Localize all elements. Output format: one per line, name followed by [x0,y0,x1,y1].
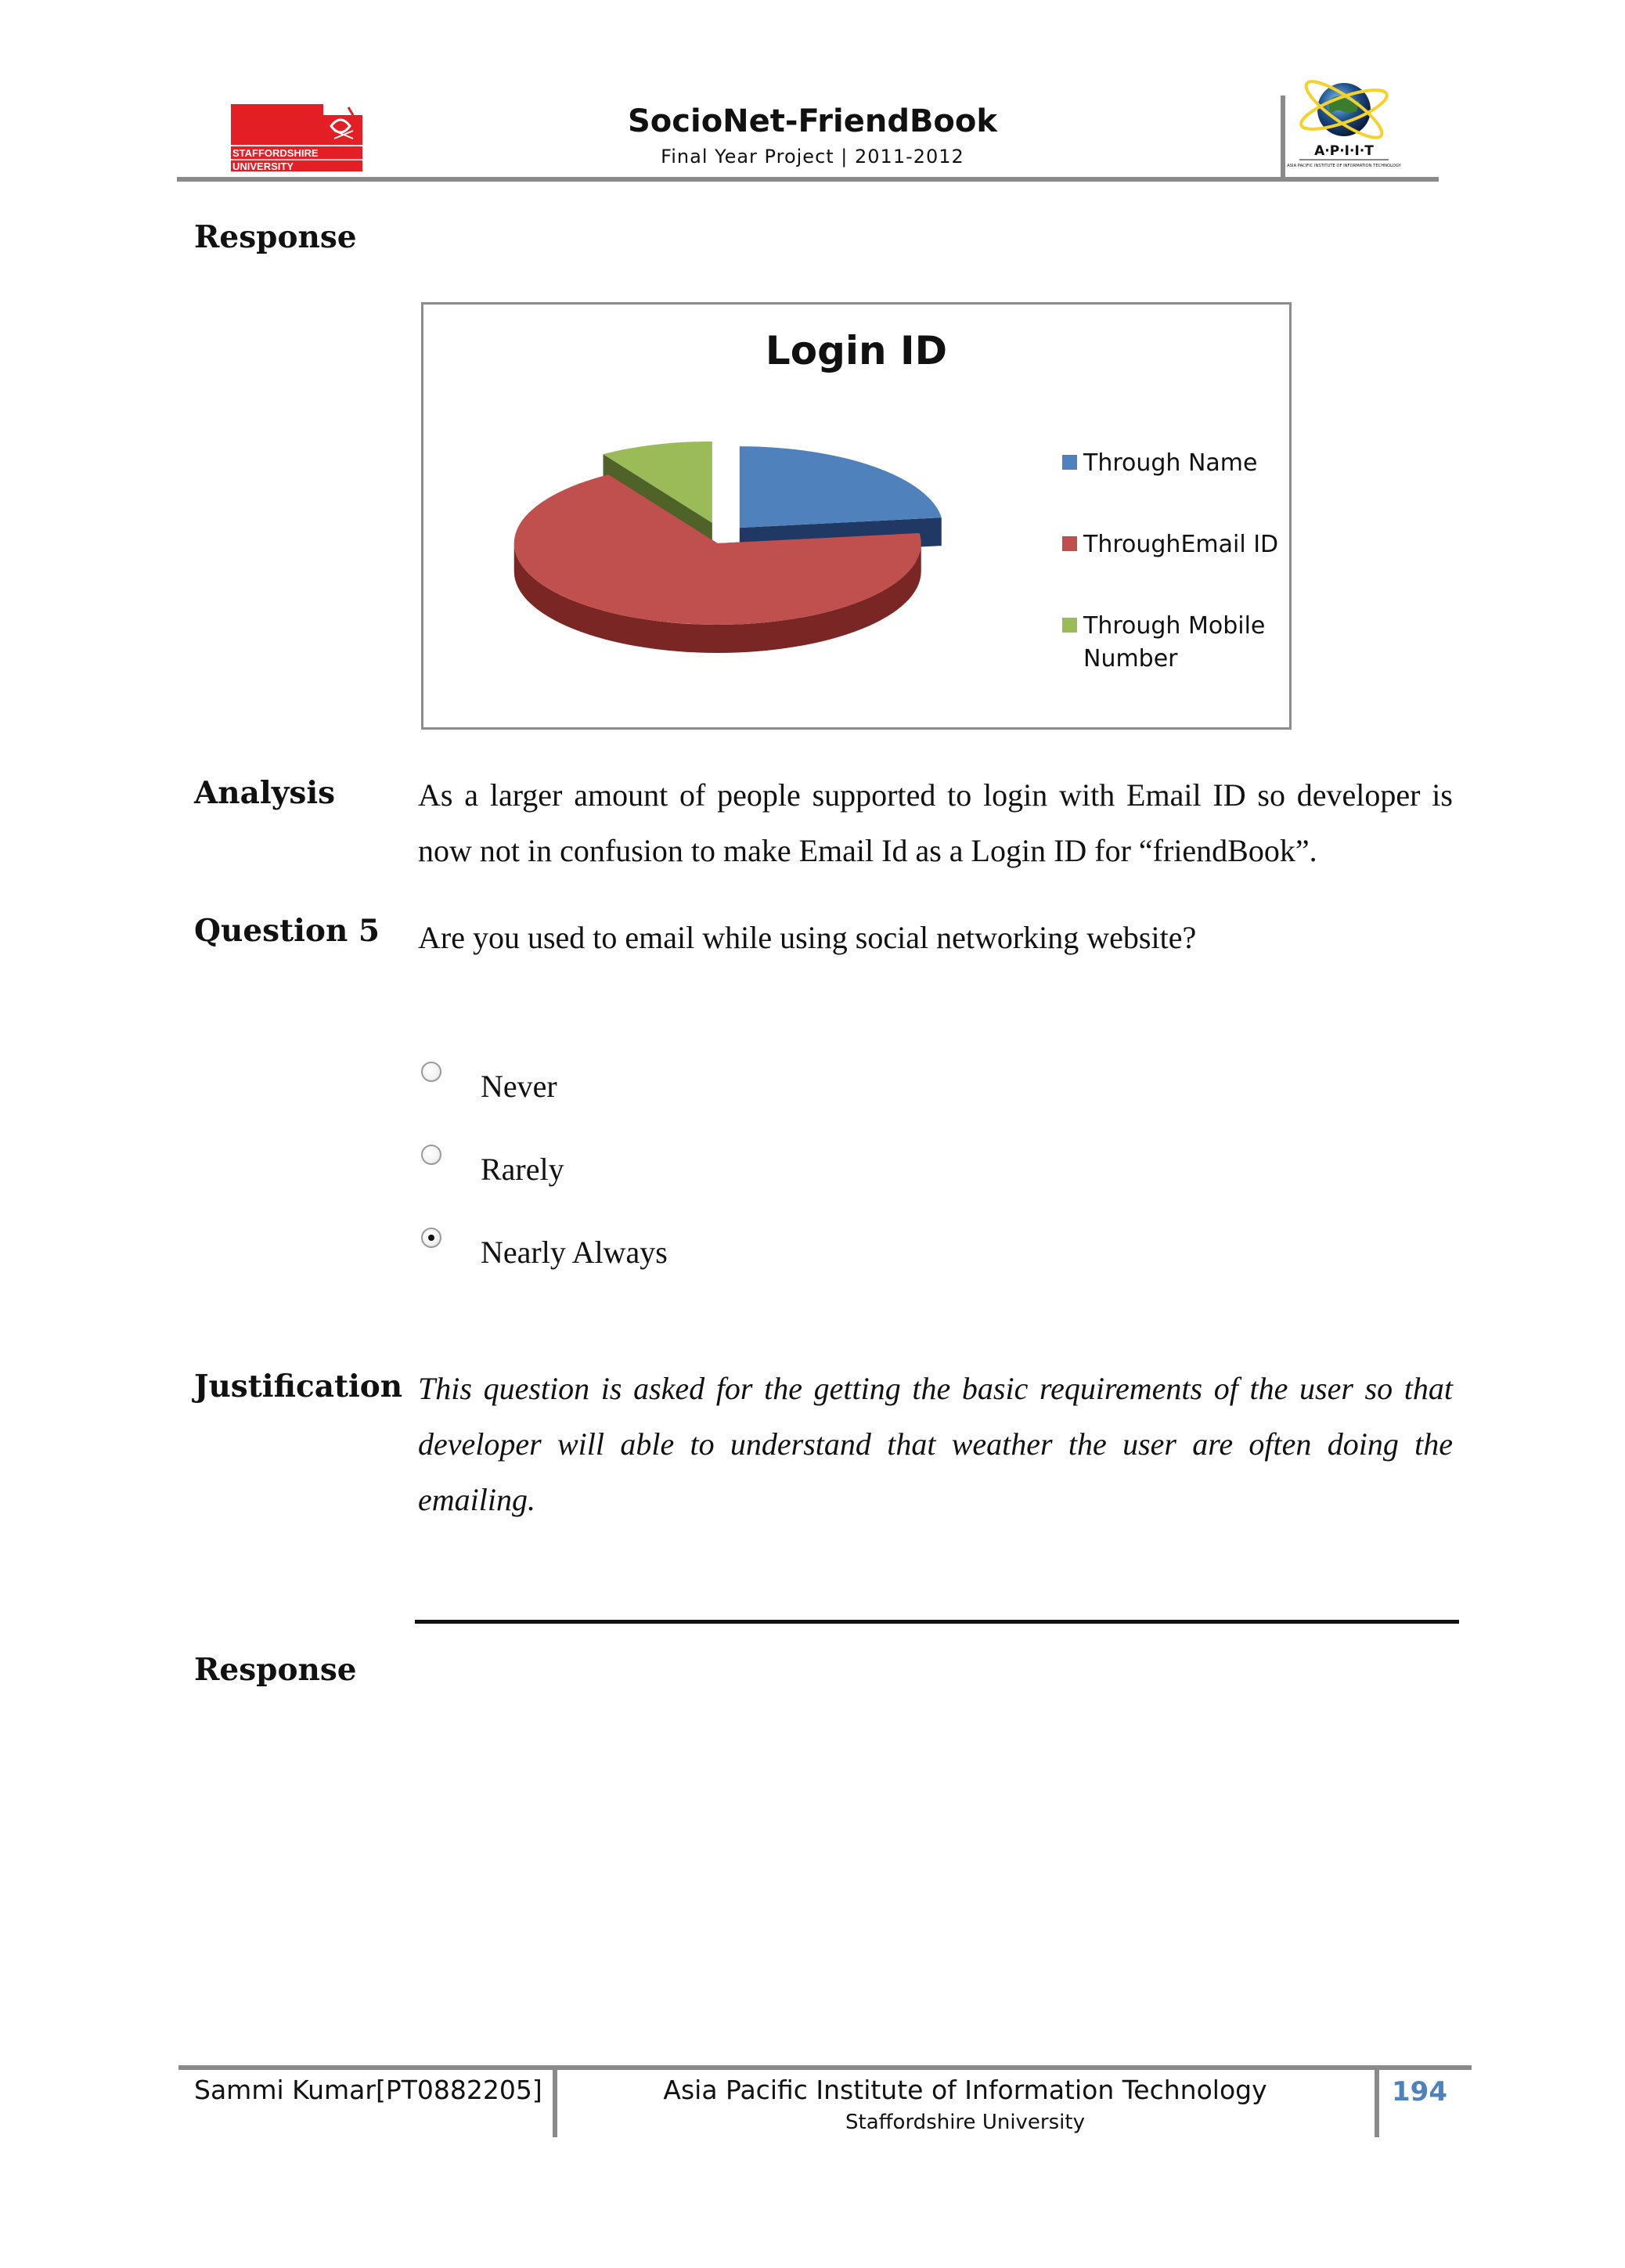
pie-slice-name [740,446,942,528]
response-heading-2: Response [194,1652,357,1688]
footer-divider-2 [1375,2065,1379,2137]
page-number: 194 [1392,2076,1447,2108]
justification-text: This question is asked for the getting the basic requirements of the user so that developer will able to understand that weather the user are often doing the emailing. [418,1371,1453,1517]
legend-swatch-name [1062,455,1077,470]
justification-heading: Justification [194,1368,403,1404]
legend-item-name [1062,447,1281,480]
analysis-heading: Analysis [194,775,336,811]
legend-swatch-email [1062,536,1077,551]
option-nearly-always-label: Nearly Always [481,1235,668,1270]
staffordshire-logo-text-1: STAFFORDSHIRE [232,147,319,159]
analysis-text: As a larger amount of people supported to login with Email ID so developer is now not in confusion to make Email Id as a Login ID for “friendBook”. [418,777,1453,868]
chart-title: Login ID [765,328,948,373]
footer-university: Staffordshire University [845,2111,1085,2134]
legend-item-mobile [1062,610,1281,676]
section-separator [415,1620,1459,1624]
legend-label-name: Through Name [1083,449,1258,477]
footer-institute: Asia Pacific Institute of Information Technology [663,2075,1267,2105]
legend-swatch-mobile [1062,618,1077,633]
header-rule [177,177,1439,182]
document-subtitle: Final Year Project | 2011-2012 [661,146,964,168]
chart-legend [1062,447,1281,676]
legend-label-email: ThroughEmail ID [1083,531,1279,558]
option-never-label: Never [481,1069,557,1104]
apiit-logo-subtext: ASIA PACIFIC INSTITUTE OF INFORMATION TECHNOLOGY [1287,164,1401,168]
staffordshire-logo-text-2: UNIVERSITY [232,160,294,172]
footer-author: Sammi Kumar[PT0882205] [194,2075,542,2105]
option-rarely-label: Rarely [481,1152,564,1187]
apiit-logo-text: A·P·I·I·T [1314,143,1374,159]
apiit-logo [1287,72,1401,177]
legend-item-email [1062,528,1281,561]
footer-rule [178,2065,1472,2070]
legend-label-mobile: Through Mobile Number [1083,612,1266,672]
question-text: Are you used to email while using social networking website? [418,920,1197,955]
login-id-chart [421,302,1292,730]
radio-rarely[interactable] [421,1145,441,1165]
response-heading-1: Response [194,219,357,255]
radio-never[interactable] [421,1062,441,1082]
header-divider [1281,96,1285,180]
document-title: SocioNet-FriendBook [627,103,997,139]
radio-nearly-always[interactable] [421,1228,441,1248]
question-heading: Question 5 [194,913,380,949]
